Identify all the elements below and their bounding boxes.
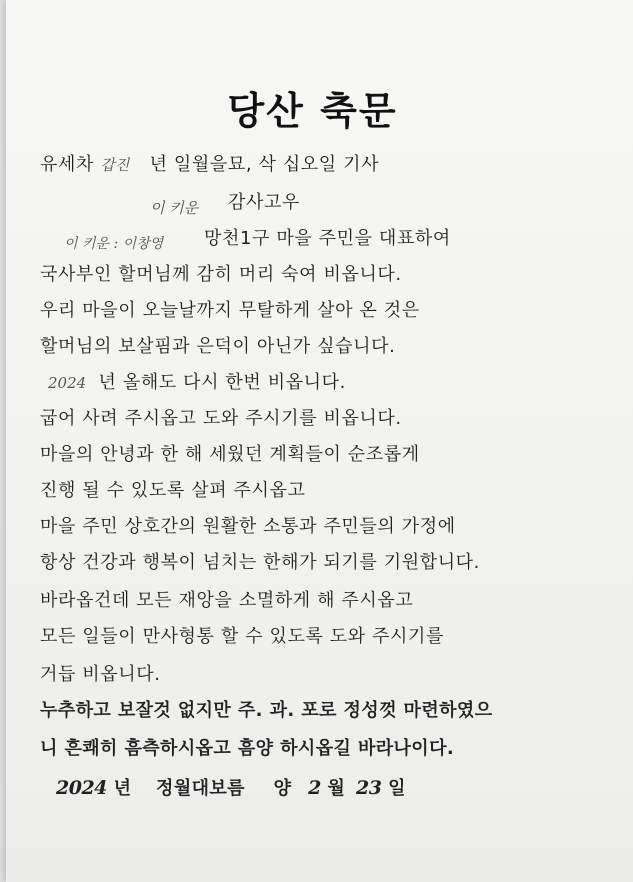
prayer-line: 마을의 안녕과 한 해 세웠던 계획들이 순조롭게 [40,444,420,465]
handwritten-year: 2024 [48,374,87,392]
handwritten-month: 2 [308,777,321,799]
prayer-line: 마을 주민 상호간의 원활한 소통과 주민들의 가정에 [40,516,456,537]
prayer-line: 국사부인 할머님께 감히 머리 숙여 비옵니다. [40,264,402,285]
announcement-text: 감사고우 [228,192,300,213]
date-prefix: 유세차 [40,154,94,175]
document-title: 당산 축문 [227,89,398,133]
solar-calendar-marker: 양 [273,778,292,799]
representation-text: 망천1구 마을 주민을 대표하여 [204,228,451,249]
ritual-date-line [40,150,379,176]
prayer-line: 거듭 비옵니다. [40,664,161,685]
prayer-line: 진행 될 수 있도록 살펴 주시옵고 [40,480,306,501]
day-suffix: 일 [388,778,406,799]
prayer-line: 모든 일들이 만사형통 할 수 있도록 도와 주시기를 [40,626,445,647]
date-suffix: 년 일월을묘, 삭 십오일 기사 [149,154,380,175]
handwritten-officiant-name: 이 키운 [150,199,199,217]
festival-name: 정월대보름 [156,778,245,799]
handwritten-day: 23 [356,777,382,799]
prayer-line: 할머님의 보살핌과 은덕이 아닌가 싶습니다. [40,336,396,357]
prayer-line: 굽어 사려 주시옵고 도와 주시기를 비옵니다. [40,408,402,429]
handwritten-signing-year: 2024 [56,777,107,799]
prayer-line: 바라옵건데 모든 재앙을 소멸하게 해 주시옵고 [40,590,414,611]
prayer-line: 항상 건강과 행복이 넘치는 한해가 되기를 기원합니다. [40,552,480,573]
prayer-line: 우리 마을이 오늘날까지 무탈하게 살아 온 것은 [40,300,420,321]
prayer-line: 누추하고 보잘것 없지만 주. 과. 포로 정성껏 마련하였으 [40,700,493,721]
prayer-line: 니 흔쾌히 흠측하시옵고 흠양 하시옵길 바라나이다. [40,738,455,759]
signing-date-line [56,774,406,800]
handwritten-representative-names: 이 키운 : 이창영 [64,236,164,252]
year-suffix: 년 [113,778,132,799]
prayer-year-line [40,368,346,394]
handwritten-year-name: 갑진 [100,156,130,174]
prayer-year-text: 년 올해도 다시 한번 비옵니다. [98,372,346,393]
month-suffix: 월 [327,778,346,799]
